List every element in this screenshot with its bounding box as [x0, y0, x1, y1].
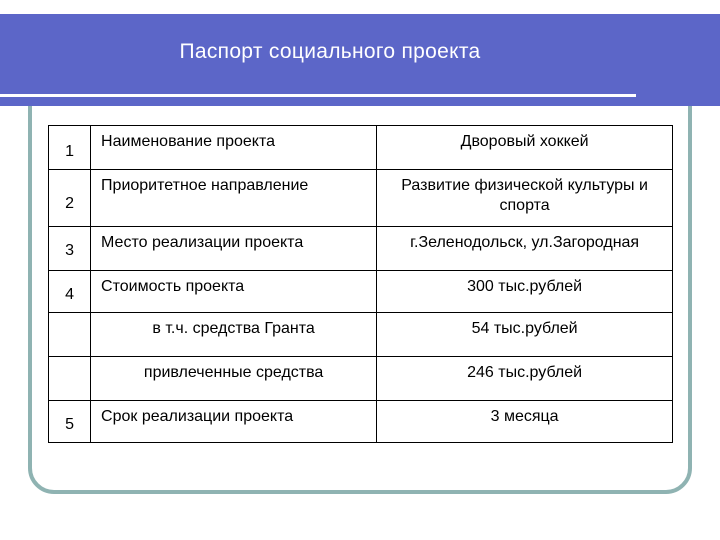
table-row: [49, 227, 673, 271]
title-underline: [0, 94, 636, 97]
row-value: Дворовый хоккей: [377, 126, 673, 170]
row-label: Срок реализации проекта: [91, 401, 377, 443]
row-value: 3 месяца: [377, 401, 673, 443]
row-number: 5: [49, 401, 91, 443]
table-row: [49, 271, 673, 313]
row-value: Развитие физической культуры и спорта: [377, 170, 673, 227]
row-number: 1: [49, 126, 91, 170]
row-value: 54 тыс.рублей: [377, 313, 673, 357]
row-label: Место реализации проекта: [91, 227, 377, 271]
row-number: 3: [49, 227, 91, 271]
title-bar-cap: [690, 14, 720, 106]
project-passport-table: [48, 125, 673, 443]
table-row: [49, 313, 673, 357]
table-row: [49, 357, 673, 401]
table-row: [49, 401, 673, 443]
row-number-empty: [49, 357, 91, 401]
row-number: 4: [49, 271, 91, 313]
row-value: г.Зеленодольск, ул.Загородная: [377, 227, 673, 271]
table-row: [49, 126, 673, 170]
row-label: Стоимость проекта: [91, 271, 377, 313]
row-label: в т.ч. средства Гранта: [91, 313, 377, 357]
page-title: Паспорт социального проекта: [179, 40, 481, 63]
row-number: 2: [49, 170, 91, 227]
row-number-empty: [49, 313, 91, 357]
row-label: Приоритетное направление: [91, 170, 377, 227]
row-value: 300 тыс.рублей: [377, 271, 673, 313]
row-label: привлеченные средства: [91, 357, 377, 401]
table-row: [49, 170, 673, 227]
row-label: Наименование проекта: [91, 126, 377, 170]
row-value: 246 тыс.рублей: [377, 357, 673, 401]
